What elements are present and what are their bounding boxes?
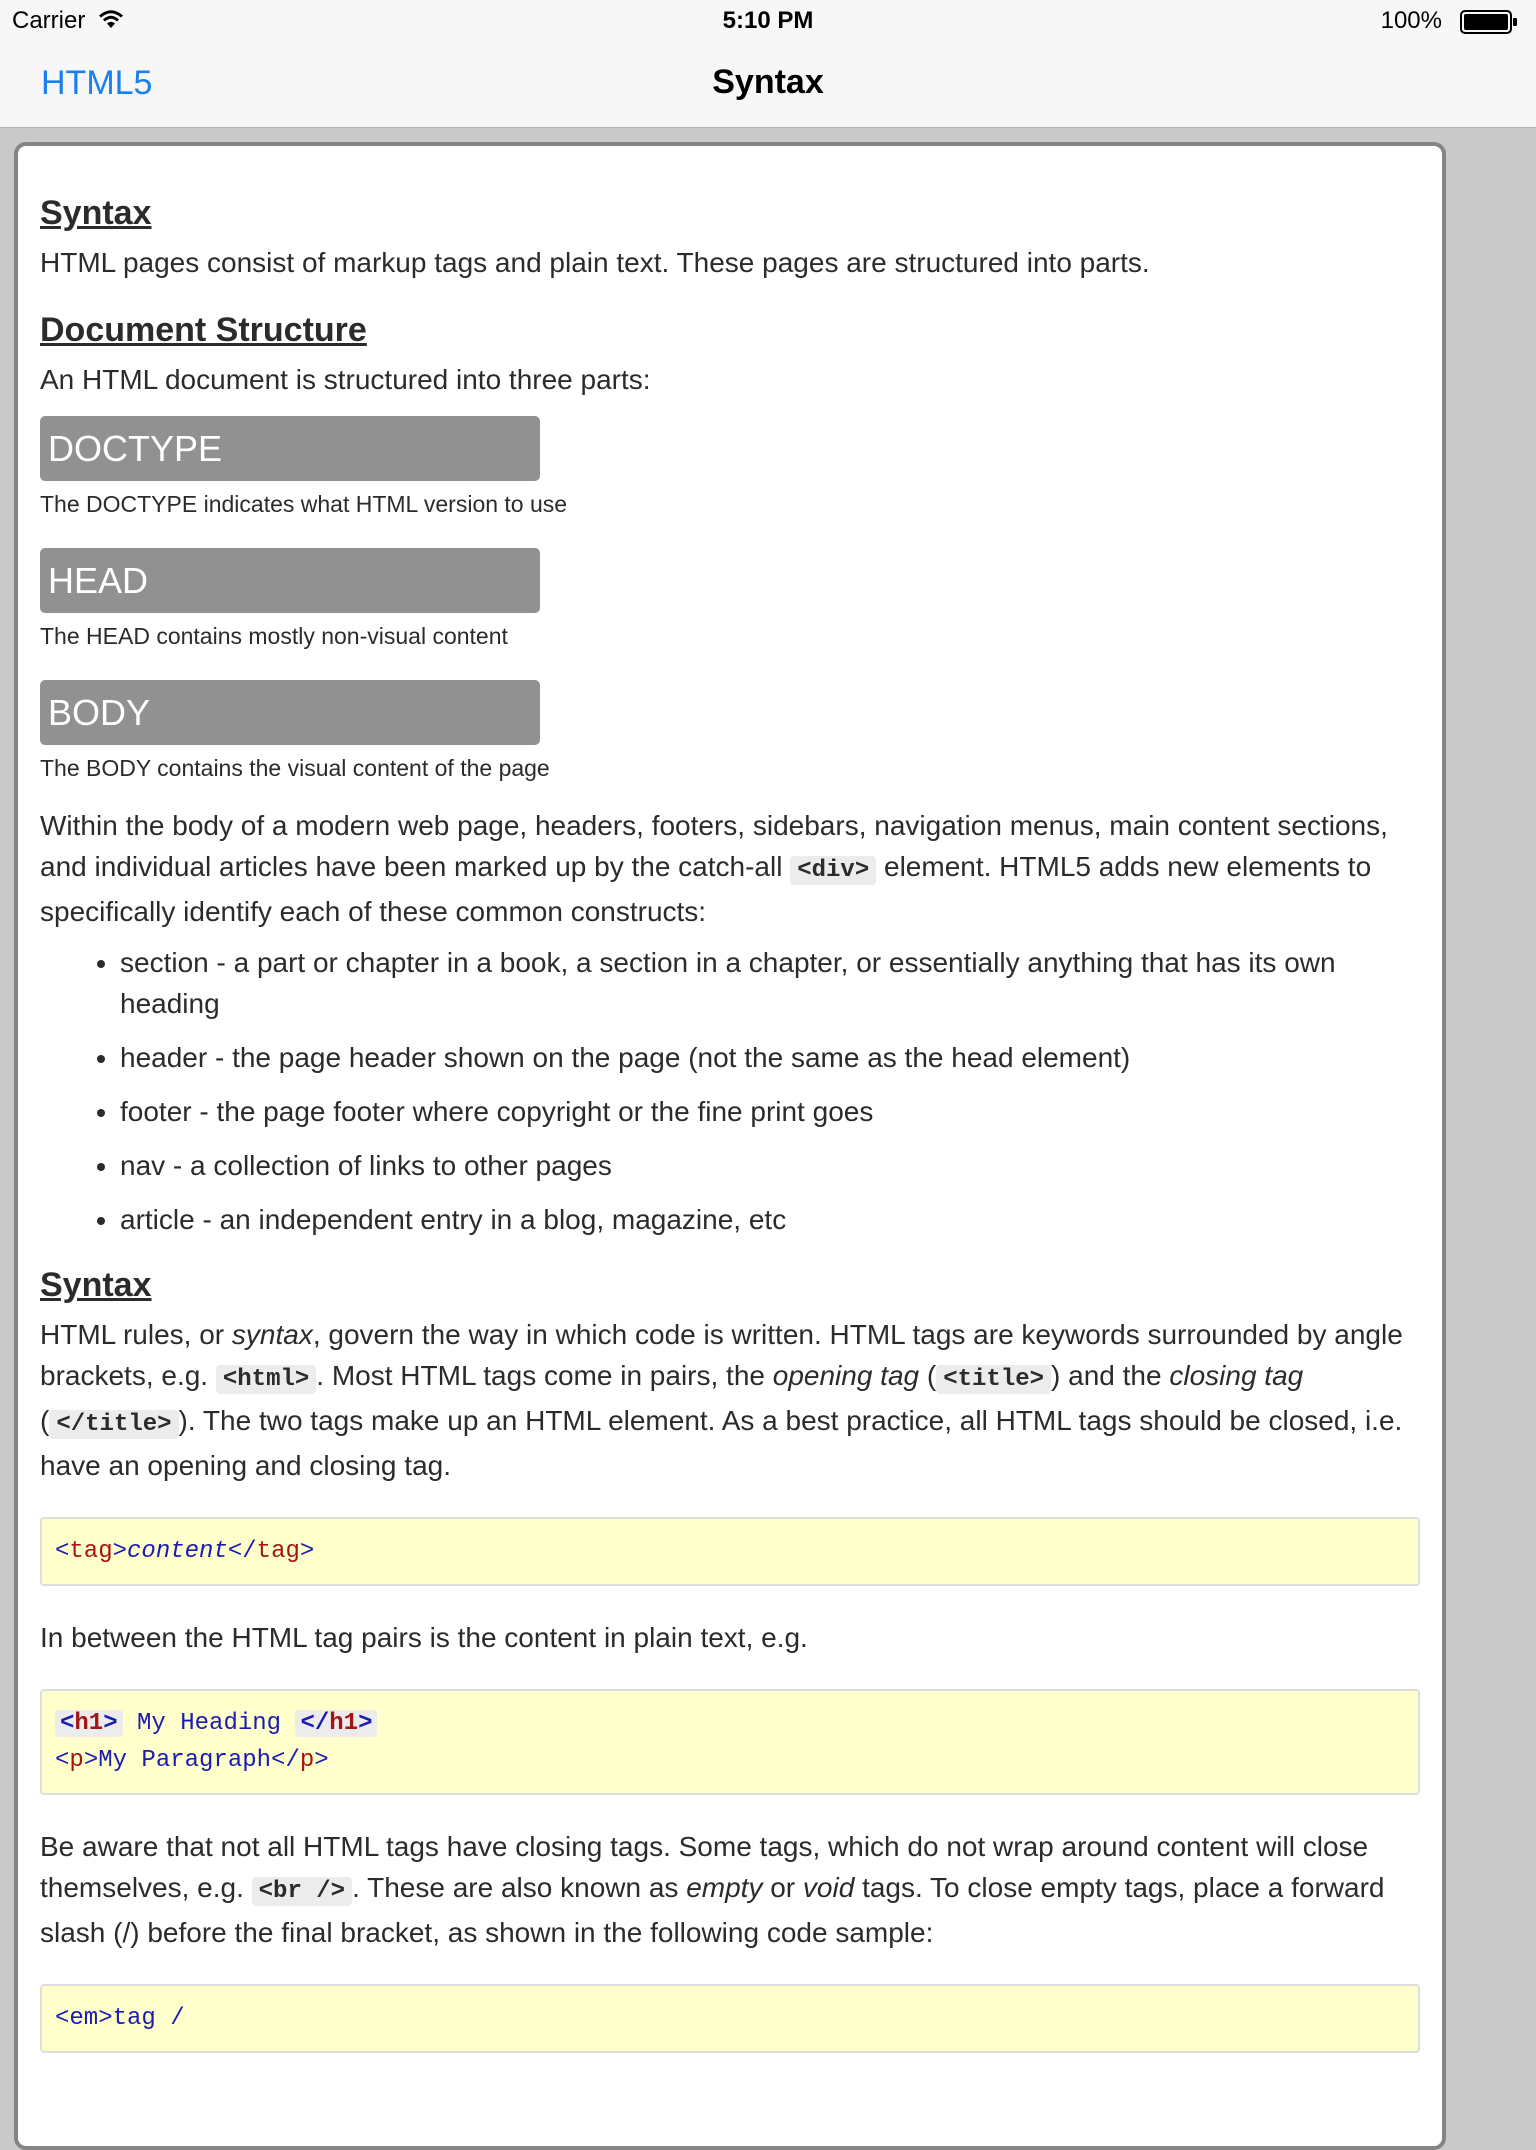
code-token: p	[299, 1747, 315, 1774]
head-box: HEAD	[40, 548, 540, 613]
clock: 5:10 PM	[722, 7, 814, 34]
doctype-description: The DOCTYPE indicates what HTML version to use	[40, 491, 568, 517]
paragraph-text: Within the body of a modern web page, headers, footers, sidebars, navigation menus, main content sections, and individual articles have been marked up by the catch-all	[40, 810, 1388, 882]
content-paragraph: In between the HTML tag pairs is the content in plain text, e.g.	[40, 1622, 808, 1653]
inline-code-title: <title>	[936, 1365, 1051, 1394]
list-item: • footer - the page footer where copyright or the fine print goes	[120, 1091, 1420, 1132]
code-sample-tag	[40, 1517, 1420, 1586]
code-token: >	[112, 1538, 128, 1565]
inline-code-title-close: </title>	[49, 1410, 178, 1439]
emphasis: closing tag	[1169, 1360, 1304, 1391]
code-token: h1	[74, 1710, 104, 1737]
body-box: BODY	[40, 680, 540, 745]
battery-percent: 100%	[1380, 7, 1442, 34]
code-token: >	[103, 1710, 118, 1737]
emphasis: syntax	[231, 1319, 313, 1350]
code-token: >	[314, 1747, 329, 1774]
code-token: My Paragraph	[98, 1747, 272, 1774]
syntax-paragraph	[40, 1314, 1420, 1486]
status-bar	[0, 0, 1536, 40]
paragraph-text: . Most HTML tags come in pairs, the	[316, 1360, 773, 1391]
code-token: >	[83, 1747, 99, 1774]
back-button[interactable]: HTML5	[41, 64, 153, 102]
intro-paragraph: HTML pages consist of markup tags and plain text. These pages are structured into parts.	[40, 247, 1150, 278]
code-token: >	[358, 1710, 373, 1737]
paragraph-text: (	[919, 1360, 937, 1391]
paragraph-text: ). The two tags make up an HTML element. As a best practice, all HTML tags should be closed, i.e. have an opening and closing tag.	[40, 1405, 1403, 1481]
code-token: </	[300, 1710, 330, 1737]
inline-code-br: <br />	[252, 1877, 352, 1906]
code-token: <em>tag /	[55, 2005, 185, 2032]
paragraph-text: tags. To close empty tags, place a forward slash (/) before the final bracket, as shown in the following code sample:	[40, 1872, 1385, 1948]
code-token: >	[299, 1538, 315, 1565]
section-heading-syntax-rules: Syntax	[40, 1266, 152, 1304]
code-token: p	[69, 1747, 84, 1774]
code-token: tag	[69, 1538, 113, 1565]
code-token: <	[55, 1747, 70, 1774]
emphasis: empty	[686, 1872, 763, 1903]
code-token: <	[60, 1710, 75, 1737]
paragraph-text: or	[762, 1872, 803, 1903]
paragraph-text: . These are also known as	[352, 1872, 687, 1903]
paragraph-text: HTML rules, or	[40, 1319, 232, 1350]
carrier-label: Carrier	[12, 7, 86, 34]
paragraph-text: Be aware that not all HTML tags have closing tags. Some tags, which do not wrap around content will close themselves, e.g.	[40, 1831, 1369, 1903]
structure-intro: An HTML document is structured into three parts:	[40, 364, 651, 395]
doctype-box: DOCTYPE	[40, 416, 540, 481]
code-sample-empty-tag	[40, 1984, 1420, 2053]
article-body	[40, 192, 1420, 2084]
html5-elements-list	[40, 942, 1420, 1240]
inline-code-html: <html>	[216, 1365, 316, 1394]
navigation-bar	[0, 40, 1536, 128]
closing-tags-paragraph	[40, 1826, 1420, 1953]
battery-icon	[1460, 10, 1518, 34]
paragraph-text: , govern the way in which code is written. HTML tags are keywords surrounded by angle brackets, e.g.	[40, 1319, 1403, 1391]
code-sample-heading	[40, 1689, 1420, 1795]
list-item: • article - an independent entry in a blog, magazine, etc	[120, 1199, 1420, 1240]
emphasis: void	[802, 1872, 855, 1903]
code-token: </	[271, 1747, 300, 1774]
code-token: h1	[329, 1710, 359, 1737]
code-line	[55, 1742, 1405, 1779]
head-description: The HEAD contains mostly non-visual content	[40, 623, 508, 649]
paragraph-text: (	[40, 1405, 50, 1436]
list-item: • header - the page header shown on the page (not the same as the head element)	[120, 1037, 1420, 1078]
body-description: The BODY contains the visual content of the page	[40, 755, 550, 781]
content-panel[interactable]	[14, 142, 1446, 2150]
code-token-box	[55, 1710, 123, 1737]
section-heading-syntax: Syntax	[40, 194, 152, 232]
body-elements-paragraph	[40, 805, 1420, 932]
paragraph-text: element. HTML5 adds new elements to specifically identify each of these common constructs:	[40, 851, 1372, 927]
paragraph-text: ) and the	[1051, 1360, 1170, 1391]
list-item: • nav - a collection of links to other pages	[120, 1145, 1420, 1186]
emphasis: opening tag	[772, 1360, 920, 1391]
page-title: Syntax	[712, 63, 824, 101]
code-token: </	[227, 1538, 257, 1565]
code-token-box	[295, 1710, 377, 1737]
code-line	[55, 1705, 1405, 1742]
inline-code-div: <div>	[790, 856, 876, 885]
code-token: content	[127, 1538, 228, 1565]
code-token: tag	[256, 1538, 300, 1565]
code-token: My Heading	[122, 1710, 296, 1737]
list-item: • section - a part or chapter in a book, a section in a chapter, or essentially anything that has its own heading	[120, 942, 1420, 1024]
section-heading-document-structure: Document Structure	[40, 311, 367, 349]
code-token: <	[55, 1538, 70, 1565]
